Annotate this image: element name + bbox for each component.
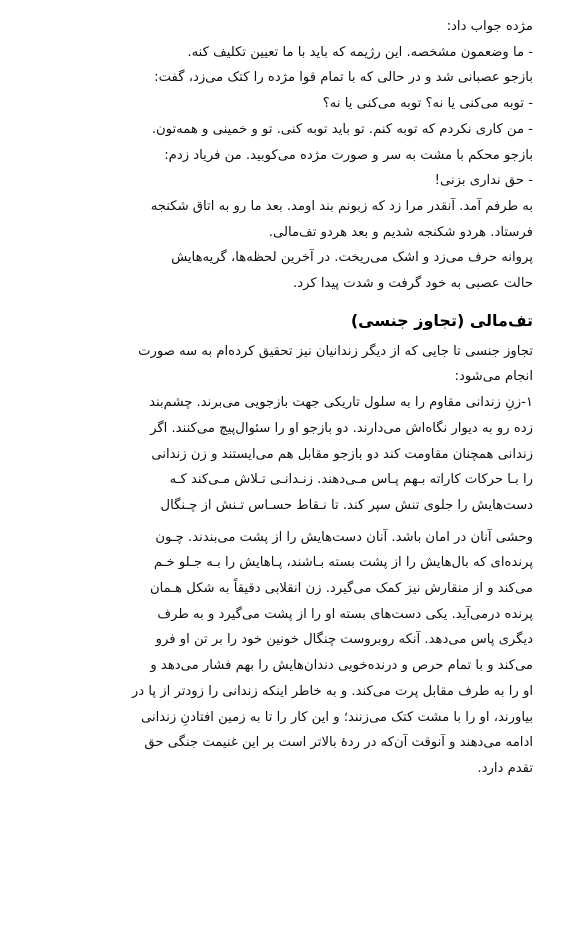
text-line: - من کاری نکردم که توبه کنم. تو باید توبه کنی. تو و خمینی و همه‌تون. <box>151 121 533 137</box>
text-line: را بـا حرکات کاراته بـهم پـاس مـی‌دهند. زنـدانـی تـلاش مـی‌کند کـه <box>169 472 533 488</box>
text-line: بیاورند، او را با مشت کتک می‌زنند؛ و این کار را تا به زمین افتادنِ زندانی <box>140 709 533 725</box>
text-line: - حق نداری بزنی! <box>434 173 533 189</box>
text-line: زندانی همچنان مقاومت کند دو بازجو مقابل هم می‌ایستند و زن زندانی <box>151 446 533 462</box>
text-line: ادامه می‌دهند و آنوقت آن‌که در ردهٔ بالاتر است بر این غنیمت جنگی حق <box>144 735 533 751</box>
text-line: زده رو به دیوار نگاه‌اش می‌دارند. دو بازجو او را سئوال‌پیچ می‌کنند. اگر <box>150 420 533 436</box>
text-line: دیگری پاس می‌دهد. آنکه روبروست چنگال خونین خود را بر تن او فرو <box>155 632 533 648</box>
dialogue-block <box>44 65 533 296</box>
text-line: می‌کند و با تمام حرص و درنده‌خویی دندان‌هایش را بهم فشار می‌دهد و <box>150 658 533 674</box>
text-line: دست‌هایش را جلوی تنش سپر کند. تا نـقاط حسـاس تـنش از چـنگال <box>160 497 533 513</box>
text-line: حالت عصبی به خود گرفت و شدت پیدا کرد. <box>293 276 533 292</box>
text-line: فرستاد. هردو شکنجه شدیم و بعد هردو تف‌مالی. <box>268 224 533 240</box>
text-line: می‌کند و از منقارش نیز کمک می‌گیرد. زن انقلابی دقیقاً به شکل هـمان <box>149 581 533 597</box>
text-line: تجاوز جنسی تا جایی که از دیگر زندانیان نیز تحقیق کرده‌ام به سه صورت <box>138 343 533 359</box>
text-line: بازجو عصبانی شد و در حالی که با تمام قوا مژده را کتک می‌زد، گفت: <box>154 70 533 86</box>
text-line: انجام می‌شود: <box>454 369 533 385</box>
section-intro <box>44 339 533 390</box>
section-heading: تف‌مالی (تجاوز جنسی) <box>350 310 533 330</box>
text-line: به طرفم آمد. آنقدر مرا زد که زبونم بند اومد. بعد ما رو به اتاق شکنجه <box>150 198 533 214</box>
text-line: وحشی آنان در امان باشد. آنان دست‌هایش را از پشت می‌بندند. چـون <box>155 529 533 545</box>
text-line: مژده جواب داد: <box>446 19 533 34</box>
text-line: پرنده‌ای که بال‌هایش را از پشت بسته بـاشند، پـاهایش را بـه جـلو خـم <box>153 555 533 571</box>
text-line: - ما وضعمون مشخصه. این رژیمه که باید با ما تعیین تکلیف کنه. <box>187 44 533 60</box>
text-line: بازجو محکم با مشت به سر و صورت مژده می‌کوبید. من فریاد زدم: <box>164 147 533 163</box>
text-line: تقدم دارد. <box>477 760 533 776</box>
intro-block <box>44 14 533 65</box>
numbered-item-1 <box>44 390 533 782</box>
text-line: ۱-زنِ زندانی مقاوم را به سلول تاریکی جهت بازجویی می‌برند. چشم‌بند <box>149 395 533 411</box>
text-line: پروانه حرف می‌زد و اشک می‌ریخت. در آخرین لحظه‌ها، گریه‌هایش <box>171 250 533 266</box>
text-line: پرنده درمی‌آید. یکی دست‌های بسته او را از پشت می‌گیرد و به طرف <box>157 606 533 622</box>
text-line: او را به طرف مقابل پرت می‌کند. و به خاطر اینکه زندانی را زودتر از پا در <box>131 683 533 699</box>
text-line: - توبه می‌کنی یا نه؟ توبه می‌کنی یا نه؟ <box>322 96 533 112</box>
